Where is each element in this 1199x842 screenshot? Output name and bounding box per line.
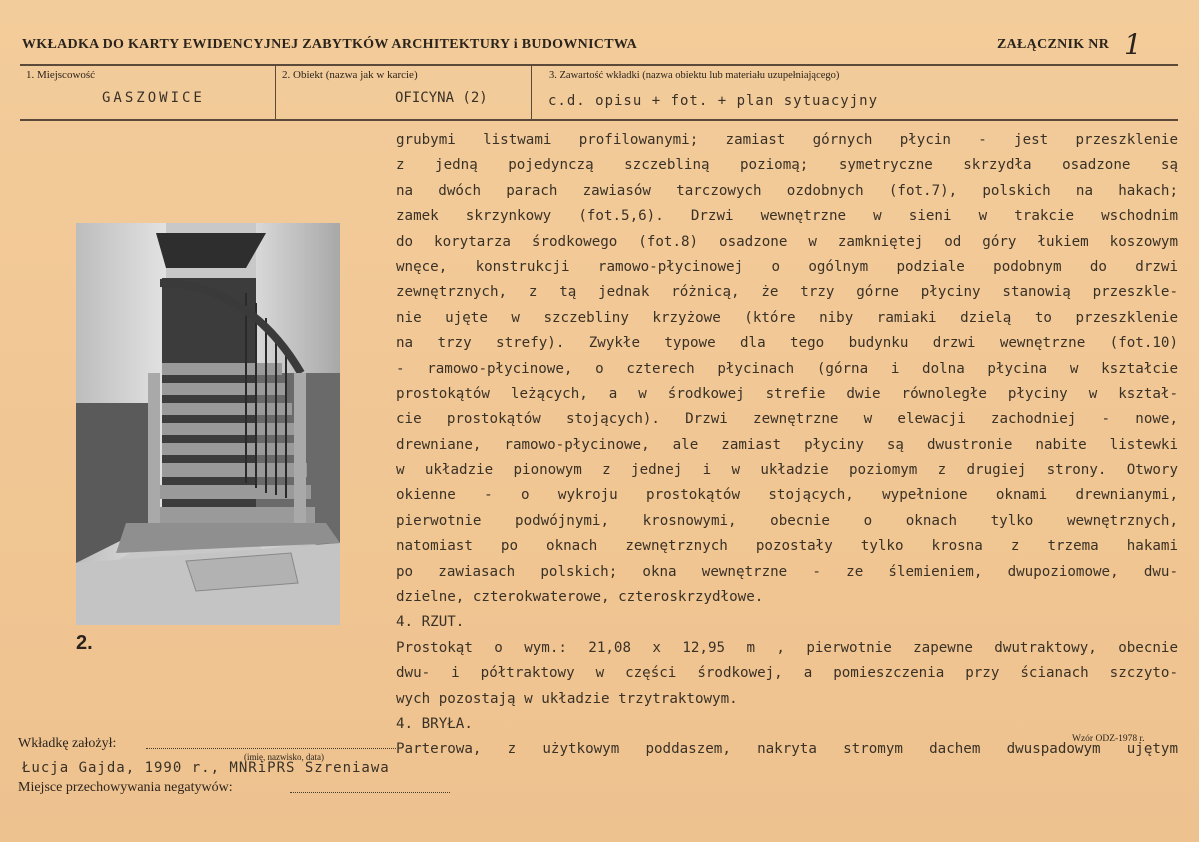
- text-line: dwu- i półtraktowy w części środkowej, a pomieszczenia przy ścianach szczyto-: [396, 665, 1178, 682]
- locality-label: 1. Miejscowość: [26, 69, 96, 81]
- text-line: po zawiasach polskich; okna wewnętrzne - ze ślemieniem, dwupoziomowe, dwu-: [396, 563, 1178, 580]
- section-heading-mass: 4. BRYŁA.: [396, 715, 473, 732]
- author-dotted-line: [146, 748, 396, 749]
- annex-label: ZAŁĄCZNIK NR: [997, 37, 1110, 52]
- content-value: c.d. opisu + fot. + plan sytuacyjny: [548, 93, 879, 109]
- text-line: do korytarza środkowego (fot.8) osadzone w zamkniętej od góry łukiem koszowym: [396, 233, 1178, 250]
- text-line: wnęce, konstrukcji ramowo-płycinowej o ogólnym podziale podobnym do drzwi: [396, 258, 1178, 275]
- form-code: Wzór ODZ-1978 r.: [1072, 734, 1145, 744]
- text-line: - ramowo-płycinowe, o czterech płycinach (górna i dolna płycina w kształcie: [396, 360, 1178, 377]
- header-rule-top: [20, 64, 1178, 66]
- field-divider-1: [275, 66, 276, 119]
- text-line: okienne - o wykroju prostokątów stojących, wypełnione oknami drewnianymi,: [396, 487, 1178, 504]
- text-line: z jedną pojedynczą szczebliną poziomą; symetryczne skrzydła osadzone są: [396, 157, 1178, 174]
- author-label: Wkładkę założył:: [18, 736, 117, 751]
- header-rule-bottom: [20, 119, 1178, 121]
- card-title: WKŁADKA DO KARTY EWIDENCYJNEJ ZABYTKÓW ARCHITEKTURY i BUDOWNICTWA: [22, 37, 638, 52]
- description-text: [396, 128, 1178, 763]
- text-line: nie ujęte w szczebliny krzyżowe (które niby ramiaki dzielą to przeszklenie: [396, 309, 1178, 326]
- section-heading-plan: 4. RZUT.: [396, 614, 465, 631]
- text-line: Parterowa, z użytkowym poddaszem, nakryta stromym dachem dwuspadowym ujętym: [396, 741, 1178, 758]
- text-line: prostokątów leżących, a w środkowej strefie dwie równoległe płyciny w kształ-: [396, 385, 1178, 402]
- object-value: OFICYNA (2): [395, 90, 488, 106]
- text-line: wych pozostają w układzie trzytraktowym.: [396, 690, 738, 707]
- text-line: natomiast po oknach zewnętrznych pozostały tylko krosna z trzema hakami: [396, 538, 1178, 555]
- text-line: Prostokąt o wym.: 21,08 x 12,95 m , pierwotnie zapewne dwutraktowy, obecnie: [396, 639, 1178, 656]
- locality-value: GASZOWICE: [102, 90, 205, 106]
- text-line: na trzy strefy). Zwykłe typowe dla tego budynku drzwi wewnętrzne (fot.10): [396, 335, 1178, 352]
- content-label: 3. Zawartość wkładki (nazwa obiektu lub materiału uzupełniającego): [549, 70, 840, 81]
- text-line: zamek skrzynkowy (fot.5,6). Drzwi wewnętrzne w sieni w trakcie wschodnim: [396, 208, 1178, 225]
- text-line: zewnętrznych, z tą jednak różnicą, że trzy górne płyciny stanowią przeszkle-: [396, 284, 1178, 301]
- negatives-dotted-line: [290, 792, 450, 793]
- negatives-label: Miejsce przechowywania negatywów:: [18, 780, 233, 795]
- staircase-photo-image: [76, 223, 340, 625]
- author-value: Łucja Gajda, 1990 r., MNRiPRS Szreniawa: [22, 760, 390, 776]
- text-line: na dwóch parach zawiasów tarczowych ozdobnych (fot.7), polskich na hakach;: [396, 182, 1178, 199]
- text-line: cie prostokątów stojących). Drzwi zewnętrzne w elewacji zachodniej - nowe,: [396, 411, 1178, 428]
- text-line: drewniane, ramowo-płycinowe, ale zamiast płyciny są dwustronie nabite listewki: [396, 436, 1178, 453]
- object-label: 2. Obiekt (nazwa jak w karcie): [282, 69, 418, 81]
- text-line: pierwotnie podwójnymi, krosnowymi, obecnie o oknach tylko wewnętrznych,: [396, 512, 1178, 529]
- staircase-photo: [76, 223, 340, 625]
- text-line: grubymi listwami profilowanymi; zamiast górnych płycin - jest przeszklenie: [396, 132, 1178, 148]
- photo-number: 2.: [76, 632, 93, 654]
- text-line: dzielne, czterokwaterowe, czteroskrzydłowe.: [396, 589, 764, 606]
- author-hint: (imię, nazwisko, data): [244, 752, 324, 762]
- field-divider-2: [531, 66, 532, 119]
- text-line: w układzie pionowym z jednej i w układzie poziomym z drugiej strony. Otwory: [396, 462, 1178, 479]
- annex-number: 1: [1124, 28, 1142, 61]
